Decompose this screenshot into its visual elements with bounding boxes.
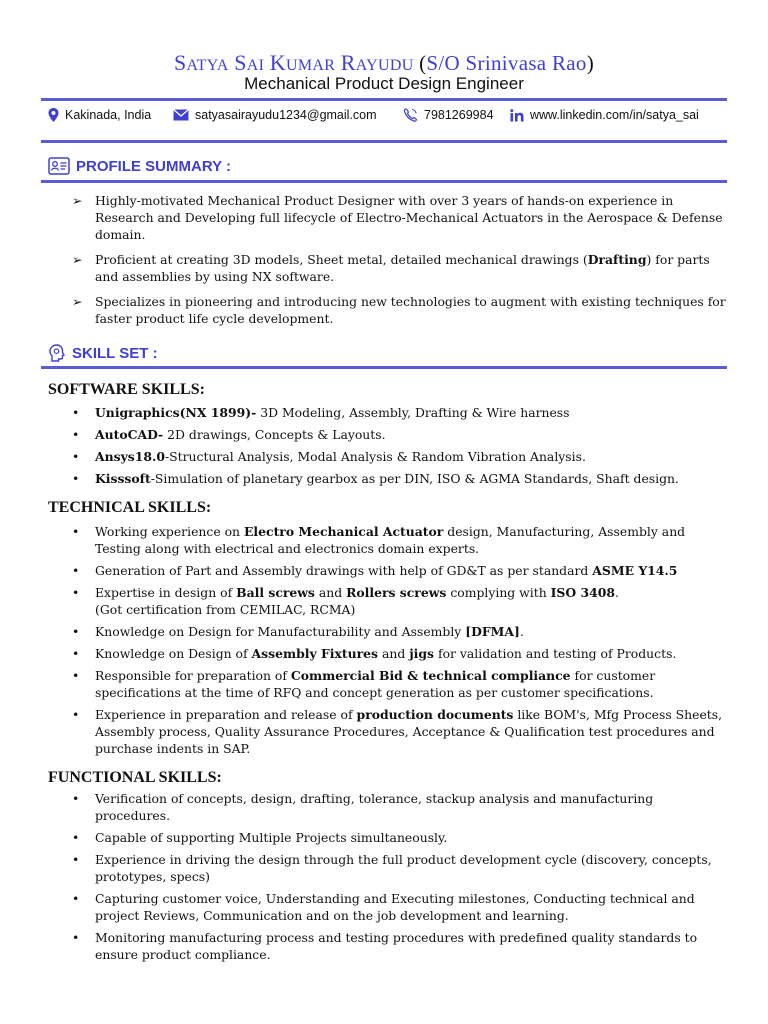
- bullet-icon: •: [72, 646, 80, 661]
- body-text: Capturing customer voice, Understanding and Executing milestones, Conducting technical and project Reviews, Communication and on the job development and learning.: [95, 891, 695, 923]
- name-initial: R: [340, 50, 356, 75]
- emphasis-text: Kisssoft: [95, 471, 151, 486]
- body-text: .: [614, 585, 619, 600]
- functional-skill-item: [72, 790, 732, 824]
- name-initial: S: [234, 50, 247, 75]
- functional-skills-heading: FUNCTIONAL SKILLS:: [48, 769, 222, 786]
- technical-skills-heading: TECHNICAL SKILLS:: [48, 499, 212, 516]
- body-text: Working experience on: [95, 524, 244, 539]
- functional-skill-item: [72, 890, 732, 924]
- bullet-icon: •: [72, 707, 80, 722]
- emphasis-text: Commercial Bid & technical compliance: [290, 668, 571, 683]
- body-text: design, Manufacturing, Assembly and Testing along with electrical and electronics domain experts.: [95, 524, 686, 556]
- body-text: Capable of supporting Multiple Projects simultaneously.: [95, 830, 448, 845]
- location-pin-icon: [48, 108, 59, 122]
- body-text: Experience in preparation and release of: [95, 707, 357, 722]
- functional-skill-item: [72, 851, 732, 885]
- emphasis-text: Unigraphics(NX 1899)-: [95, 405, 257, 420]
- bullet-icon: •: [72, 930, 80, 945]
- contact-phone[interactable]: [403, 108, 494, 122]
- body-text: Verification of concepts, design, drafting, tolerance, stackup analysis and manufacturing procedures.: [95, 791, 654, 823]
- software-skill-item: [72, 470, 732, 487]
- emphasis-text: ISO 3408: [550, 585, 615, 600]
- name-rest: ATYA: [186, 57, 229, 74]
- profile-summary-heading: [48, 155, 231, 177]
- parent-close: ): [586, 51, 594, 75]
- emphasis-text: Electro Mechanical Actuator: [243, 524, 444, 539]
- profile-summary-item: [72, 251, 732, 285]
- skill-set-rule: [41, 366, 727, 369]
- functional-skill-item: [72, 829, 732, 846]
- parent-open: (: [413, 51, 427, 75]
- name-rest: AI: [246, 57, 265, 74]
- contact-location: [48, 108, 151, 122]
- id-card-icon: [48, 157, 70, 175]
- profile-summary-item: [72, 192, 732, 243]
- bullet-icon: •: [72, 449, 80, 464]
- software-skill-item: [72, 426, 732, 443]
- bullet-icon: •: [72, 405, 80, 420]
- functional-skill-item: [72, 929, 732, 963]
- technical-skill-item: [72, 623, 732, 640]
- contact-email[interactable]: [173, 108, 377, 122]
- linkedin-text[interactable]: www.linkedin.com/in/satya_sai: [530, 108, 699, 122]
- emphasis-text: Ansys18.0: [95, 449, 165, 464]
- profile-summary-item: [72, 293, 732, 327]
- body-text: complying with: [446, 585, 551, 600]
- emphasis-text: ASME Y14.5: [592, 563, 678, 578]
- email-text[interactable]: satyasairayudu1234@gmail.com: [195, 108, 377, 122]
- technical-skill-item: [72, 523, 732, 557]
- bullet-icon: •: [72, 791, 80, 806]
- name-rest: UMAR: [286, 57, 336, 74]
- bullet-icon: •: [72, 830, 80, 845]
- parent-name: S/O Srinivasa Rao: [426, 51, 587, 75]
- body-text: for validation and testing of Products.: [434, 646, 677, 661]
- body-text: -Simulation of planetary gearbox as per DIN, ISO & AGMA Standards, Shaft design.: [150, 471, 679, 486]
- body-text: Generation of Part and Assembly drawings with help of GD&T as per standard: [95, 563, 593, 578]
- technical-skill-item: [72, 645, 732, 662]
- body-text: Knowledge on Design for Manufacturability and Assembly: [95, 624, 466, 639]
- candidate-name: [0, 50, 768, 76]
- candidate-name-text: [174, 51, 414, 75]
- header-rule: [41, 98, 727, 101]
- technical-skill-item: [72, 562, 732, 579]
- emphasis-text: production documents: [356, 707, 514, 722]
- profile-summary-list: [72, 192, 732, 335]
- body-text: Knowledge on Design of: [95, 646, 252, 661]
- contact-rule: [41, 140, 727, 143]
- skill-set-heading: [48, 342, 158, 364]
- location-text: Kakinada, India: [65, 108, 152, 122]
- bullet-icon: •: [72, 585, 80, 600]
- body-text: ) for parts and assemblies by using NX software.: [95, 252, 710, 284]
- body-text: .: [519, 624, 524, 639]
- technical-skill-item: [72, 667, 732, 701]
- technical-skill-item: [72, 584, 732, 618]
- software-skills-heading: SOFTWARE SKILLS:: [48, 381, 205, 398]
- phone-icon: [403, 108, 418, 122]
- name-initial: K: [269, 50, 286, 75]
- contact-bar: [48, 108, 728, 128]
- bullet-icon: •: [72, 471, 80, 486]
- emphasis-text: Drafting: [587, 252, 647, 267]
- phone-text[interactable]: 7981269984: [424, 108, 494, 122]
- body-text: Responsible for preparation of: [95, 668, 291, 683]
- envelope-icon: [173, 109, 189, 121]
- body-text: 2D drawings, Concepts & Layouts.: [163, 427, 386, 442]
- arrow-bullet-icon: ➢: [72, 193, 83, 208]
- bullet-icon: •: [72, 524, 80, 539]
- linkedin-icon: [510, 109, 524, 122]
- emphasis-text: [DFMA]: [465, 624, 520, 639]
- name-initial: S: [174, 50, 187, 75]
- software-skill-item: [72, 404, 732, 421]
- head-idea-icon: [48, 344, 66, 362]
- emphasis-text: AutoCAD-: [95, 427, 164, 442]
- emphasis-text: Rollers screws: [346, 585, 447, 600]
- job-title: Mechanical Product Design Engineer: [244, 74, 524, 93]
- skill-set-heading-text: SKILL SET :: [72, 344, 158, 362]
- technical-skill-item: [72, 706, 732, 757]
- arrow-bullet-icon: ➢: [72, 294, 83, 309]
- body-text: Specializes in pioneering and introducing new technologies to augment with existing techniques for faster product life cycle development.: [95, 294, 726, 326]
- bullet-icon: •: [72, 668, 80, 683]
- name-rest: AYUDU: [355, 57, 414, 74]
- profile-rule: [41, 180, 727, 183]
- emphasis-text: jigs: [409, 646, 435, 661]
- body-text: and: [378, 646, 410, 661]
- body-text: for customer specifications at the time of RFQ and concept generation as per customer specifications.: [95, 668, 656, 700]
- body-text: 3D Modeling, Assembly, Drafting & Wire harness: [256, 405, 570, 420]
- bullet-icon: •: [72, 624, 80, 639]
- body-text: Highly-motivated Mechanical Product Designer with over 3 years of hands-on experience in Research and Developing full lifecycle of Electro-Mechanical Actuators in the Aerospace & Defense domain.: [95, 193, 723, 242]
- emphasis-text: Ball screws: [236, 585, 315, 600]
- body-text: Expertise in design of: [95, 585, 237, 600]
- bullet-icon: •: [72, 852, 80, 867]
- body-text: Proficient at creating 3D models, Sheet metal, detailed mechanical drawings (: [95, 252, 588, 267]
- body-text: Experience in driving the design through the full product development cycle (discovery, concepts, prototypes, specs): [95, 852, 712, 884]
- emphasis-text: Assembly Fixtures: [251, 646, 379, 661]
- contact-linkedin[interactable]: [510, 108, 699, 122]
- body-text: (Got certification from CEMILAC, RCMA): [95, 602, 356, 617]
- body-text: -Structural Analysis, Modal Analysis & Random Vibration Analysis.: [164, 449, 586, 464]
- arrow-bullet-icon: ➢: [72, 252, 83, 267]
- technical-skills-list: [72, 523, 732, 762]
- bullet-icon: •: [72, 891, 80, 906]
- bullet-icon: •: [72, 427, 80, 442]
- profile-summary-heading-text: PROFILE SUMMARY :: [76, 157, 232, 175]
- body-text: and: [314, 585, 347, 600]
- body-text: Monitoring manufacturing process and testing procedures with predefined quality standards to ensure product compliance.: [95, 930, 698, 962]
- bullet-icon: •: [72, 563, 80, 578]
- body-text: like BOM's, Mfg Process Sheets, Assembly process, Quality Assurance Procedures, Acceptance & Qualification test procedures and purchase indents in SAP.: [95, 707, 723, 756]
- functional-skills-list: [72, 790, 732, 968]
- software-skills-list: [72, 404, 732, 492]
- software-skill-item: [72, 448, 732, 465]
